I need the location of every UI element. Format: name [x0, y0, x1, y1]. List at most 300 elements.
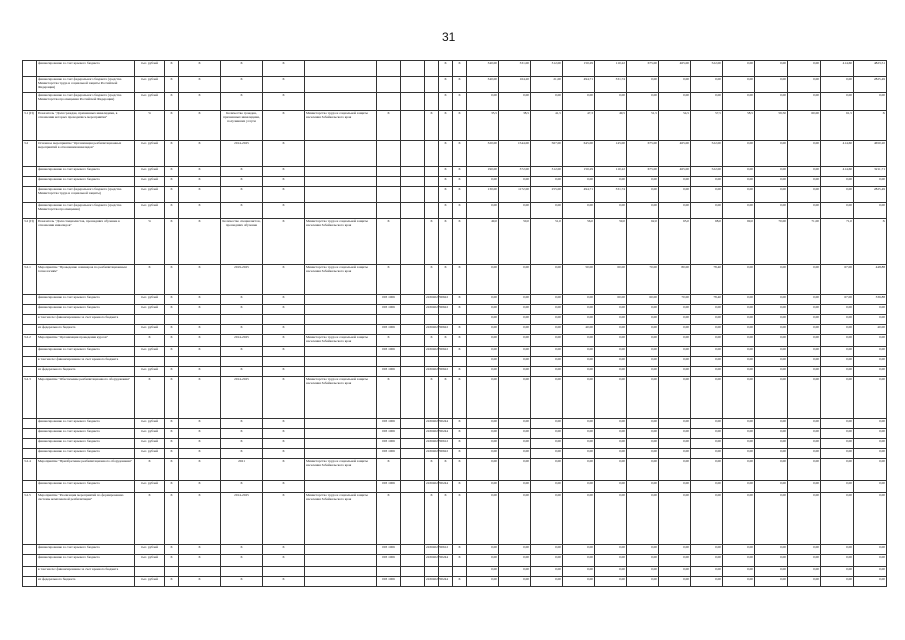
value-cell: 0,00 [595, 377, 627, 419]
unit-cell: тыс. рублей [135, 93, 165, 111]
blank-cell [401, 93, 425, 111]
blank-cell [401, 493, 425, 545]
period-cell: X [221, 93, 263, 111]
period-cell: 2014-2025 [221, 377, 263, 419]
code-cell: X [179, 61, 221, 77]
table-row [23, 203, 887, 219]
unit-cell: тыс. рублей [135, 203, 165, 219]
budget-code-cell: 244 [439, 577, 453, 587]
budget-code-cell: 2430402700 [425, 325, 439, 335]
value-cell: 0,00 [854, 449, 887, 459]
row-number-cell [23, 567, 37, 577]
value-cell: 0,00 [723, 93, 755, 111]
value-cell: 0,00 [723, 141, 755, 167]
value-cell: 0,00 [595, 203, 627, 219]
value-cell: 0,00 [627, 459, 659, 481]
value-cell: 0,00 [755, 61, 788, 77]
value-cell: 0,00 [854, 545, 887, 555]
value-cell: 0,00 [788, 545, 821, 555]
period-cell: X [221, 177, 263, 187]
row-name-cell: финансирование за счет краевого бюджета [37, 429, 135, 439]
value-cell: 0,00 [595, 315, 627, 325]
unit-cell: X [135, 493, 165, 545]
row-name-cell: финансирование за счет краевого бюджета [37, 177, 135, 187]
budget-code-cell: X [453, 167, 467, 177]
value-cell: 0,00 [821, 93, 854, 111]
code-cell: X [165, 493, 179, 545]
value-cell: 0,00 [755, 265, 788, 295]
value-cell: 0,00 [723, 315, 755, 325]
value-cell: 0,00 [595, 305, 627, 315]
value-cell: 0,00 [691, 545, 723, 555]
row-number-cell: 3.2.2 [23, 335, 37, 347]
budget-code-cell: X [453, 111, 467, 141]
value-cell: 0,00 [627, 77, 659, 93]
code-cell: X [179, 77, 221, 93]
budget-code-cell: 003 1006 [377, 481, 401, 493]
value-cell: 0,00 [854, 493, 887, 545]
budget-code-cell: 622 [439, 295, 453, 305]
code-cell: X [263, 77, 305, 93]
code-cell: X [165, 335, 179, 347]
unit-cell: тыс. рублей [135, 325, 165, 335]
value-cell: 0,00 [788, 357, 821, 367]
value-cell: 0,00 [467, 367, 499, 377]
code-cell: X [179, 265, 221, 295]
budget-code-cell: X [453, 545, 467, 555]
value-cell: 0,00 [854, 203, 887, 219]
row-number-cell [23, 439, 37, 449]
value-cell: 0,00 [467, 265, 499, 295]
value-cell: 61,5 [821, 111, 854, 141]
unit-cell: тыс. рублей [135, 167, 165, 177]
row-name-cell: финансирование за счет краевого бюджета [37, 167, 135, 177]
responsible-cell [305, 295, 377, 305]
period-cell: X [221, 325, 263, 335]
code-cell: X [165, 347, 179, 357]
value-cell: 522,00 [691, 141, 723, 167]
row-name-cell: финансирование за счет федерального бюджета (средства Министерства труда и социальной защиты) [37, 187, 135, 203]
value-cell: 0,00 [854, 481, 887, 493]
value-cell: 0,00 [627, 315, 659, 325]
value-cell: 675,00 [627, 167, 659, 177]
value-cell: 0,00 [723, 61, 755, 77]
responsible-cell [305, 325, 377, 335]
table-row [23, 347, 887, 357]
budget-code-cell: 244 [439, 419, 453, 429]
table-row [23, 77, 887, 93]
code-cell: X [263, 177, 305, 187]
table-row [23, 577, 887, 587]
value-cell: 0,00 [691, 481, 723, 493]
value-cell: 0,00 [691, 177, 723, 187]
budget-code-cell: X [453, 295, 467, 305]
value-cell: 0,00 [755, 315, 788, 325]
value-cell: 0,00 [499, 577, 531, 587]
value-cell: 0,00 [467, 377, 499, 419]
value-cell: 0,00 [595, 567, 627, 577]
value-cell: 0,00 [854, 439, 887, 449]
budget-code-cell: X [439, 141, 453, 167]
budget-code-cell: 622 [439, 325, 453, 335]
code-cell: X [263, 555, 305, 567]
value-cell: 0,00 [691, 377, 723, 419]
code-cell: X [263, 335, 305, 347]
value-cell: 0,00 [627, 305, 659, 315]
blank-cell [401, 367, 425, 377]
value-cell: 0,00 [467, 295, 499, 305]
value-cell: 0,00 [659, 419, 691, 429]
value-cell: 0,00 [563, 567, 595, 577]
value-cell: 80,00 [659, 265, 691, 295]
value-cell: 0,00 [563, 481, 595, 493]
unit-cell: тыс. рублей [135, 439, 165, 449]
code-cell [179, 567, 221, 577]
blank-cell [401, 77, 425, 93]
value-cell: 0,00 [723, 567, 755, 577]
budget-code-cell: X [439, 187, 453, 203]
value-cell: 0,00 [531, 305, 563, 315]
budget-code-cell: X [453, 177, 467, 187]
value-cell: 0,00 [563, 203, 595, 219]
value-cell: 0,00 [595, 357, 627, 367]
budget-code-cell: X [439, 61, 453, 77]
budget-code-cell: X [453, 219, 467, 265]
value-cell: 0,00 [821, 429, 854, 439]
value-cell: 60,00 [788, 111, 821, 141]
value-cell: 340,00 [467, 77, 499, 93]
budget-code-cell: 2430402700 [425, 419, 439, 429]
value-cell: 50,00 [563, 265, 595, 295]
value-cell: 0,00 [563, 335, 595, 347]
row-name-cell: финансирование за счет краевого бюджета [37, 439, 135, 449]
value-cell: 331,00 [499, 61, 531, 77]
value-cell: 0,00 [563, 493, 595, 545]
code-cell: X [179, 325, 221, 335]
period-cell: Количество специалистов, прошедших обучение [221, 219, 263, 265]
value-cell: 60,00 [595, 265, 627, 295]
row-number-cell [23, 77, 37, 93]
budget-code-cell: X [439, 493, 453, 545]
value-cell: 0,00 [854, 305, 887, 315]
budget-code-cell: 2430402700 [425, 577, 439, 587]
period-cell: 2021 [221, 459, 263, 481]
value-cell: 65,0 [659, 219, 691, 265]
value-cell: 0,00 [723, 577, 755, 587]
value-cell: 0,00 [788, 439, 821, 449]
row-number-cell [23, 449, 37, 459]
value-cell: 0,00 [723, 419, 755, 429]
budget-code-cell: 003 1006 [377, 347, 401, 357]
code-cell: X [263, 545, 305, 555]
row-number-cell [23, 357, 37, 367]
unit-cell: тыс. рублей [135, 187, 165, 203]
value-cell: 0,00 [595, 493, 627, 545]
value-cell: 2825,49 [854, 187, 887, 203]
unit-cell [135, 357, 165, 367]
row-number-cell: 3.2.3 [23, 377, 37, 419]
budget-code-cell [439, 567, 453, 577]
budget-code-cell: 622 [439, 367, 453, 377]
budget-code-cell: 2430402700 [425, 305, 439, 315]
responsible-cell [305, 439, 377, 449]
value-cell: 0,00 [467, 459, 499, 481]
budget-code-cell [453, 567, 467, 577]
unit-cell: тыс. рублей [135, 419, 165, 429]
value-cell: 0,00 [531, 295, 563, 305]
value-cell: 331,74 [595, 187, 627, 203]
value-cell: 0,00 [788, 335, 821, 347]
budget-code-cell: X [453, 325, 467, 335]
budget-code-cell [377, 77, 401, 93]
code-cell: X [165, 439, 179, 449]
blank-cell [401, 449, 425, 459]
responsible-cell [305, 305, 377, 315]
budget-code-cell: X [453, 481, 467, 493]
value-cell: 414,60 [821, 61, 854, 77]
value-cell: 21,00 [531, 77, 563, 93]
code-cell: X [165, 449, 179, 459]
value-cell: 522,00 [691, 167, 723, 177]
value-cell: 0,00 [691, 567, 723, 577]
period-cell: X [221, 555, 263, 567]
budget-code-cell: X [453, 77, 467, 93]
value-cell: 0,00 [467, 93, 499, 111]
budget-code-cell: X [425, 265, 439, 295]
budget-code-cell: 003 1006 [377, 449, 401, 459]
table-row [23, 493, 887, 545]
budget-code-cell: 003 1006 [377, 325, 401, 335]
value-cell: 56,0 [563, 219, 595, 265]
value-cell: 0,00 [821, 449, 854, 459]
row-name-cell: финансирование за счет федерального бюджета (средства Министерства просвещения Российской Федерации) [37, 93, 135, 111]
code-cell: X [165, 177, 179, 187]
value-cell: 0,00 [788, 265, 821, 295]
code-cell: X [179, 93, 221, 111]
value-cell: 0,00 [531, 315, 563, 325]
value-cell: 0,00 [788, 93, 821, 111]
unit-cell: тыс. рублей [135, 61, 165, 77]
value-cell: 0,00 [531, 265, 563, 295]
row-name-cell: из федерального бюджета [37, 577, 135, 587]
table-row [23, 419, 887, 429]
value-cell: 0,00 [821, 459, 854, 481]
budget-code-cell: X [453, 419, 467, 429]
code-cell: X [165, 419, 179, 429]
value-cell: 0,00 [691, 77, 723, 93]
value-cell: 0,00 [563, 367, 595, 377]
budget-code-cell: X [439, 459, 453, 481]
value-cell: 0,00 [755, 335, 788, 347]
value-cell: 0,00 [659, 177, 691, 187]
value-cell: 0,00 [854, 459, 887, 481]
responsible-cell [305, 357, 377, 367]
row-name-cell: финансирование за счет федерального бюджета (средства Министерства труда и социальной защиты Российской Федерации) [37, 77, 135, 93]
budget-code-cell: X [453, 93, 467, 111]
value-cell: 0,00 [627, 187, 659, 203]
budget-code-cell: X [453, 203, 467, 219]
code-cell: X [165, 429, 179, 439]
value-cell: 0,00 [531, 335, 563, 347]
value-cell: 0,00 [821, 545, 854, 555]
code-cell: X [263, 111, 305, 141]
code-cell: X [179, 545, 221, 555]
value-cell: 0,00 [755, 481, 788, 493]
value-cell: 0,00 [854, 577, 887, 587]
value-cell: 0,00 [691, 577, 723, 587]
period-cell: X [221, 439, 263, 449]
code-cell: X [165, 265, 179, 295]
code-cell: X [165, 325, 179, 335]
row-name-cell: Показатель "Доля специалистов, прошедших обучение в отношении инвалидов" [37, 219, 135, 265]
blank-cell [401, 439, 425, 449]
value-cell: 0,00 [499, 555, 531, 567]
value-cell: 54,5 [659, 111, 691, 141]
budget-code-cell: 2430402700 [425, 439, 439, 449]
row-name-cell: финансирование за счет краевого бюджета [37, 295, 135, 305]
value-cell: 0,00 [563, 177, 595, 187]
value-cell: 675,00 [627, 61, 659, 77]
code-cell: X [179, 449, 221, 459]
value-cell: 0,00 [788, 449, 821, 459]
responsible-cell [305, 93, 377, 111]
table-row [23, 429, 887, 439]
code-cell [263, 357, 305, 367]
budget-code-cell: 612 [439, 439, 453, 449]
blank-cell [401, 219, 425, 265]
value-cell: 0,00 [659, 93, 691, 111]
value-cell: 312,00 [531, 61, 563, 77]
value-cell: 0,00 [531, 419, 563, 429]
value-cell: 0,00 [691, 93, 723, 111]
value-cell: 0,00 [691, 439, 723, 449]
value-cell: 0,00 [499, 493, 531, 545]
row-number-cell [23, 481, 37, 493]
value-cell: 0,00 [499, 265, 531, 295]
value-cell: 0,00 [499, 335, 531, 347]
value-cell: 190,00 [467, 167, 499, 177]
value-cell: 0,00 [627, 335, 659, 347]
value-cell: 0,00 [563, 357, 595, 367]
period-cell: X [221, 203, 263, 219]
code-cell: X [179, 439, 221, 449]
value-cell: 0,00 [755, 545, 788, 555]
period-cell: X [221, 419, 263, 429]
code-cell: X [179, 347, 221, 357]
period-cell: X [221, 429, 263, 439]
responsible-cell [305, 545, 377, 555]
blank-cell [401, 61, 425, 77]
value-cell: 0,00 [563, 93, 595, 111]
value-cell: 0,00 [854, 335, 887, 347]
budget-code-cell: X [453, 459, 467, 481]
budget-code-cell: 003 1006 [377, 555, 401, 567]
value-cell: 0,00 [467, 347, 499, 357]
budget-code-cell: X [439, 177, 453, 187]
row-number-cell [23, 93, 37, 111]
value-cell: 465,00 [659, 61, 691, 77]
code-cell: X [165, 203, 179, 219]
value-cell: 0,00 [499, 325, 531, 335]
code-cell [165, 567, 179, 577]
value-cell: 0,00 [563, 315, 595, 325]
table-row [23, 325, 887, 335]
value-cell: 0,00 [755, 459, 788, 481]
responsible-cell [305, 481, 377, 493]
value-cell: 4650,20 [854, 141, 887, 167]
value-cell: 0,00 [723, 429, 755, 439]
value-cell: 67,00 [821, 295, 854, 305]
value-cell: 0,00 [627, 429, 659, 439]
budget-code-cell: 244 [439, 481, 453, 493]
value-cell: 0,00 [755, 357, 788, 367]
row-name-cell: финансирование за счет краевого бюджета [37, 481, 135, 493]
row-name-cell: финансирование за счет краевого бюджета [37, 419, 135, 429]
code-cell: X [263, 265, 305, 295]
code-cell: X [179, 459, 221, 481]
value-cell: 145,00 [595, 141, 627, 167]
code-cell: X [179, 419, 221, 429]
value-cell: 40,00 [854, 325, 887, 335]
value-cell: 0,00 [499, 295, 531, 305]
value-cell: 0,00 [499, 419, 531, 429]
code-cell: X [263, 439, 305, 449]
value-cell: 0,00 [788, 481, 821, 493]
value-cell: 312,00 [531, 167, 563, 177]
code-cell: X [179, 203, 221, 219]
row-number-cell: 3.2 [23, 141, 37, 167]
period-cell: X [221, 77, 263, 93]
budget-code-cell: 244 [439, 555, 453, 567]
value-cell: 0,00 [755, 429, 788, 439]
value-cell: 78,40 [691, 295, 723, 305]
budget-code-cell: 612 [439, 545, 453, 555]
value-cell: 0,00 [595, 449, 627, 459]
budget-code-cell [377, 203, 401, 219]
value-cell: 0,00 [854, 347, 887, 357]
code-cell: X [179, 377, 221, 419]
code-cell: X [165, 77, 179, 93]
blank-cell [401, 555, 425, 567]
value-cell: 0,00 [531, 481, 563, 493]
budget-code-cell: X [439, 335, 453, 347]
code-cell: X [263, 305, 305, 315]
value-cell: 0,00 [627, 439, 659, 449]
value-cell: 71,0 [821, 219, 854, 265]
table-row [23, 93, 887, 111]
blank-cell [401, 305, 425, 315]
code-cell: X [263, 459, 305, 481]
value-cell: 0,00 [531, 377, 563, 419]
row-number-cell [23, 177, 37, 187]
value-cell: 0,00 [691, 493, 723, 545]
budget-code-cell [439, 315, 453, 325]
code-cell: X [179, 577, 221, 587]
value-cell: 331,74 [595, 77, 627, 93]
row-name-cell: финансирование за счет краевого бюджета [37, 347, 135, 357]
period-cell: X [221, 347, 263, 357]
value-cell: 0,00 [659, 325, 691, 335]
value-cell: 0,00 [788, 347, 821, 357]
budget-code-cell: X [439, 111, 453, 141]
blank-cell [401, 203, 425, 219]
row-number-cell [23, 429, 37, 439]
table-row [23, 481, 887, 493]
budget-code-cell [377, 167, 401, 177]
row-number-cell [23, 187, 37, 203]
value-cell: 0,00 [821, 567, 854, 577]
value-cell: 41,5 [531, 111, 563, 141]
